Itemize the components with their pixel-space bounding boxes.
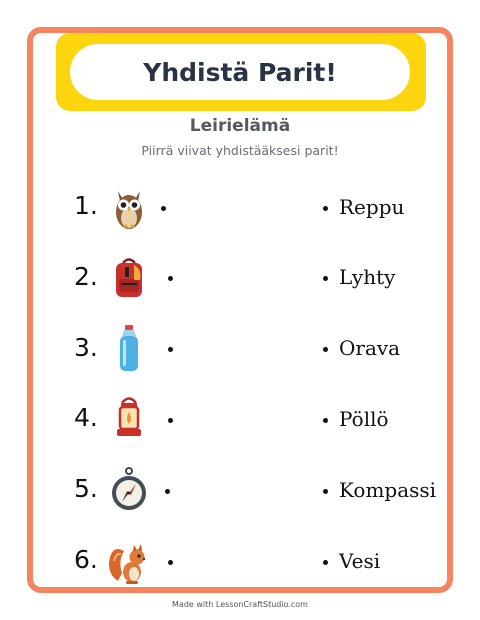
left-connect-dot-3[interactable] bbox=[168, 347, 173, 352]
item-number-3: 3. bbox=[74, 333, 98, 362]
worksheet-frame bbox=[27, 27, 453, 593]
match-word-1: Reppu bbox=[339, 195, 405, 219]
owl-icon[interactable] bbox=[104, 183, 154, 233]
left-connect-dot-4[interactable] bbox=[168, 418, 173, 423]
match-word-6: Vesi bbox=[339, 549, 381, 573]
item-number-5: 5. bbox=[74, 474, 98, 503]
right-connect-dot-2[interactable] bbox=[323, 276, 328, 281]
left-connect-dot-2[interactable] bbox=[168, 276, 173, 281]
match-word-3: Orava bbox=[339, 336, 401, 360]
left-connect-dot-6[interactable] bbox=[168, 560, 173, 565]
item-number-2: 2. bbox=[74, 262, 98, 291]
match-word-5: Kompassi bbox=[339, 478, 437, 502]
right-connect-dot-4[interactable] bbox=[323, 418, 328, 423]
footer-credit: Made with LessonCraftStudio.com bbox=[172, 600, 308, 609]
worksheet-instructions: Piirrä viivat yhdistääksesi parit! bbox=[141, 143, 339, 158]
left-connect-dot-1[interactable] bbox=[161, 206, 166, 211]
item-number-1: 1. bbox=[74, 191, 98, 220]
worksheet-subtitle: Leirielämä bbox=[189, 116, 291, 136]
match-word-2: Lyhty bbox=[339, 265, 396, 289]
right-connect-dot-5[interactable] bbox=[323, 489, 328, 494]
worksheet-title: Yhdistä Parit! bbox=[70, 44, 410, 100]
item-number-4: 4. bbox=[74, 403, 98, 432]
squirrel-icon[interactable] bbox=[104, 537, 154, 587]
backpack-icon[interactable] bbox=[104, 253, 154, 303]
item-number-6: 6. bbox=[74, 545, 98, 574]
compass-icon[interactable] bbox=[104, 465, 154, 515]
lantern-icon[interactable] bbox=[104, 393, 154, 443]
right-connect-dot-1[interactable] bbox=[323, 206, 328, 211]
water-bottle-icon[interactable] bbox=[104, 323, 154, 373]
right-connect-dot-3[interactable] bbox=[323, 347, 328, 352]
right-connect-dot-6[interactable] bbox=[323, 560, 328, 565]
left-connect-dot-5[interactable] bbox=[165, 489, 170, 494]
match-word-4: Pöllö bbox=[339, 407, 389, 431]
